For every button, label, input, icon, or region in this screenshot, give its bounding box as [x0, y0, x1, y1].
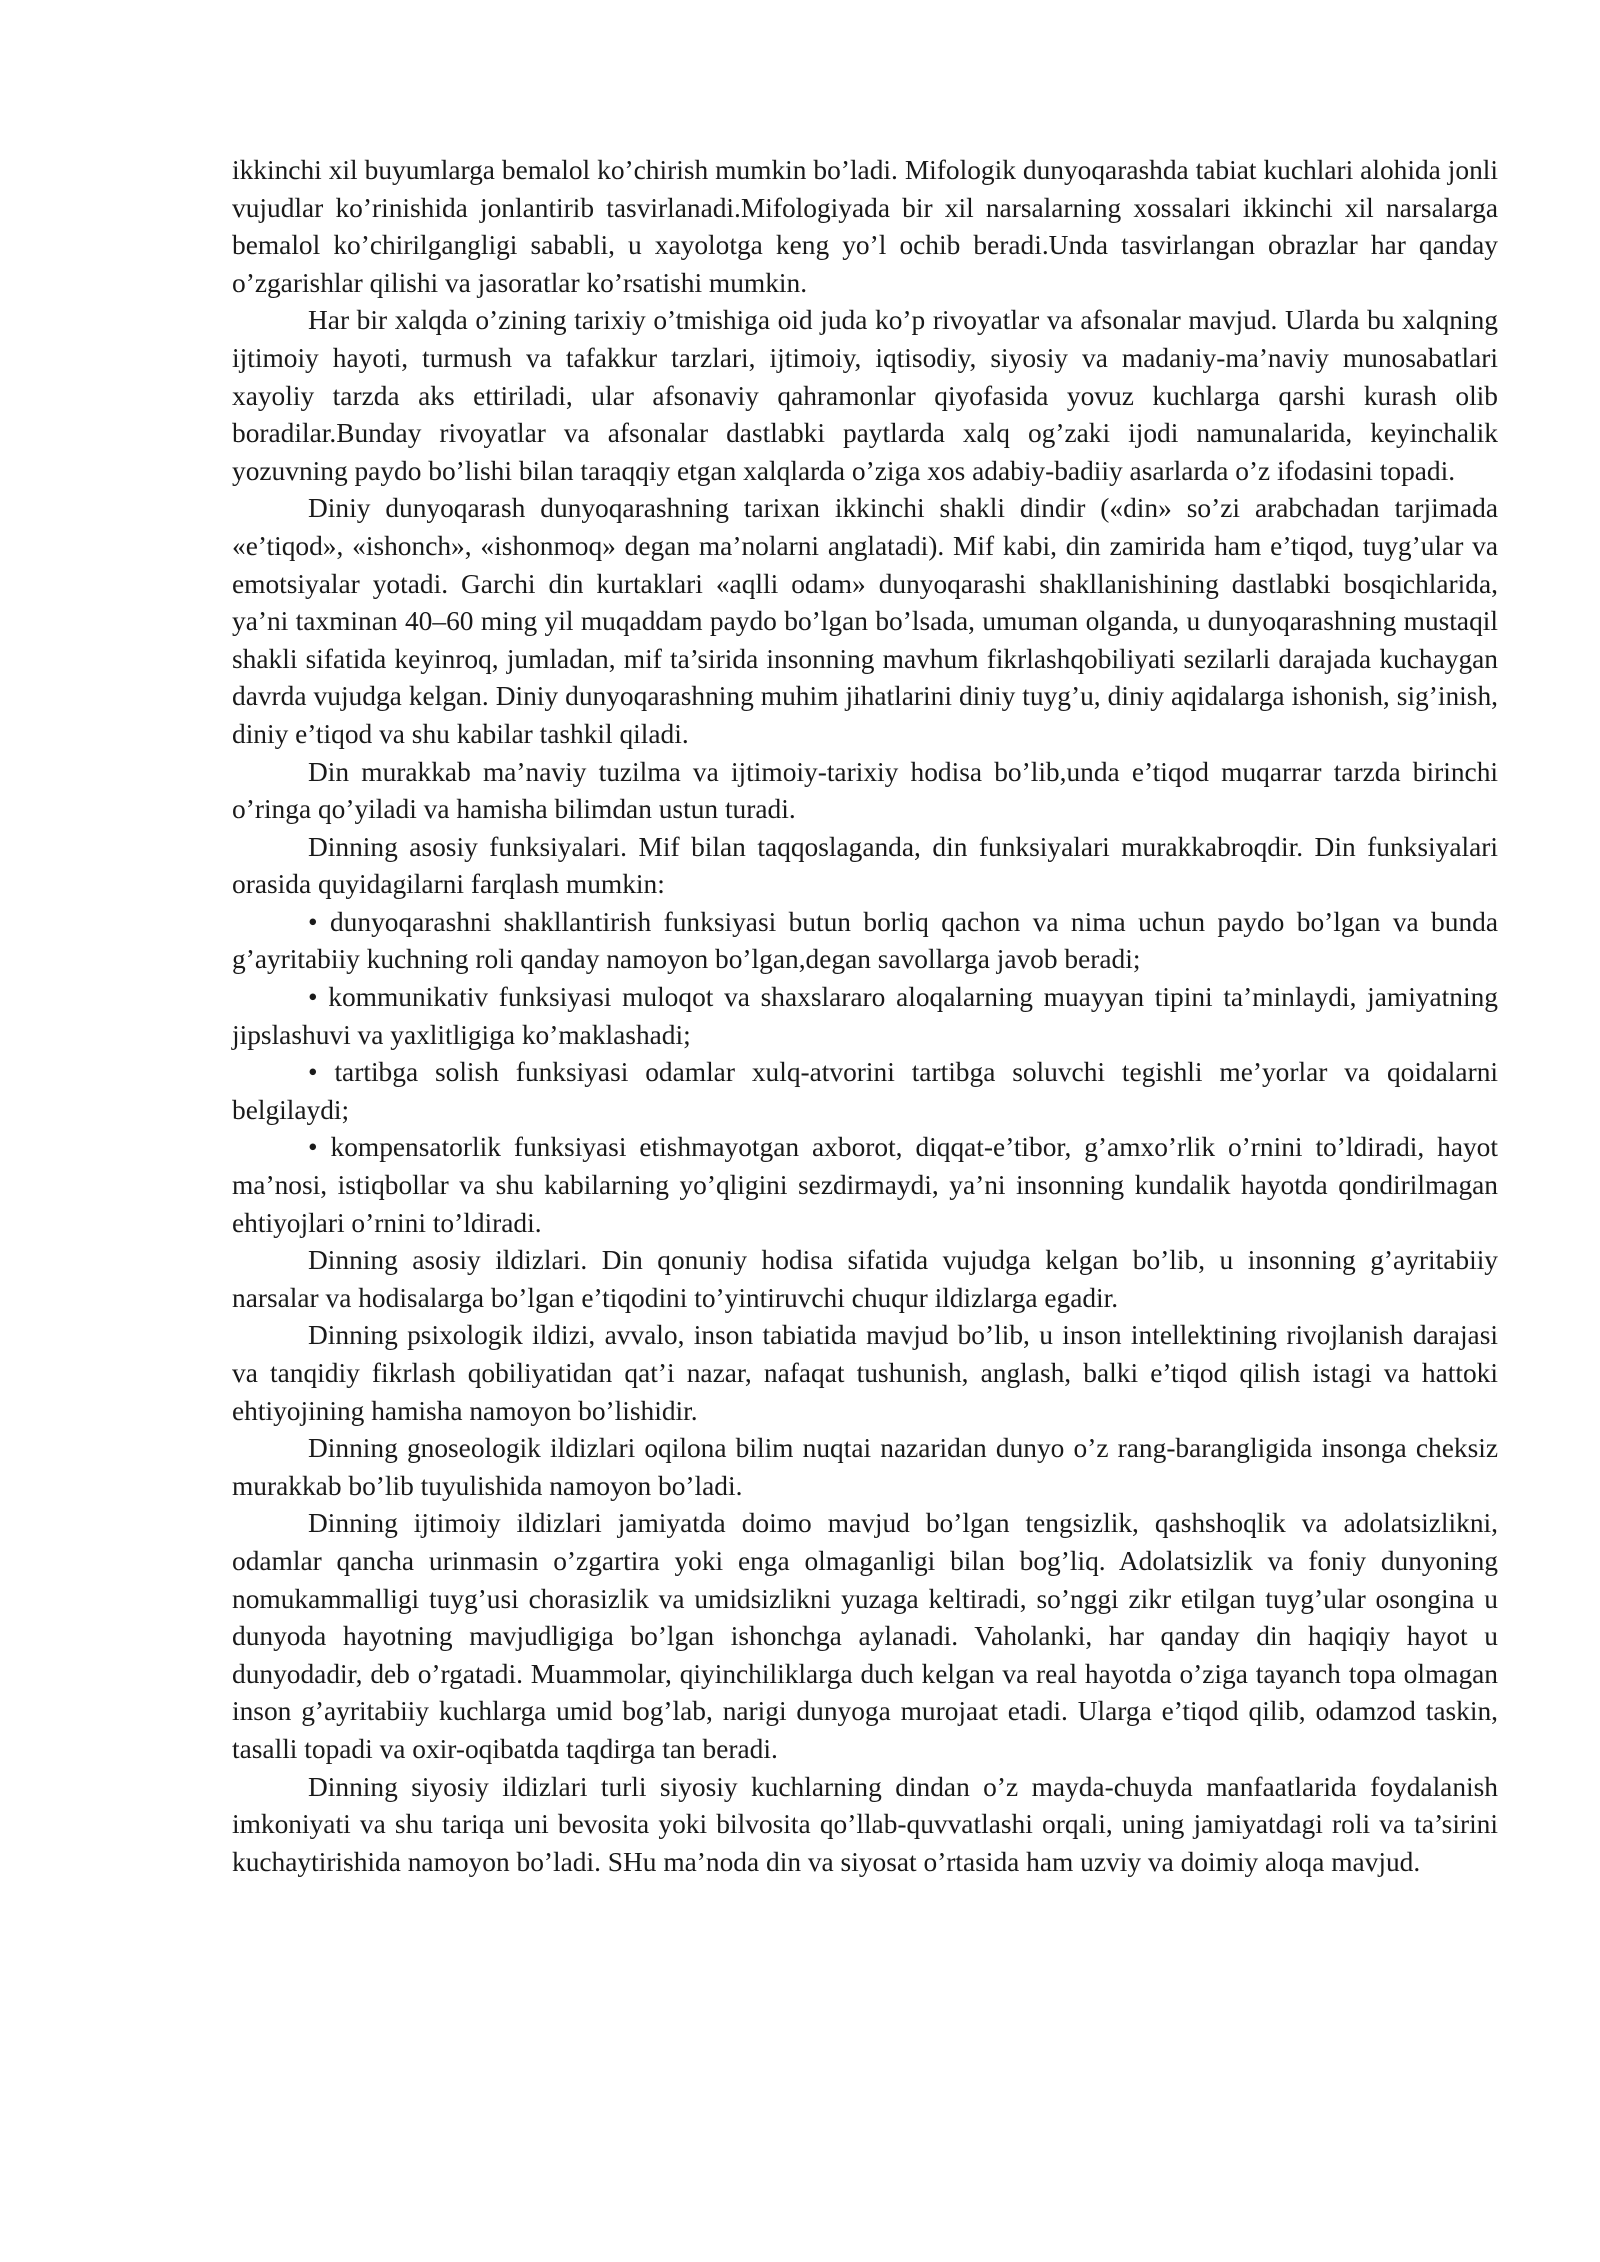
paragraph-political-roots: Dinning siyosiy ildizlari turli siyosiy kuchlarning dindan o’z mayda-chuyda manfaatlarida foydalanish imkoniyati va shu tariqa uni bevosita yoki bilvosita qo’llab-quvvatlashi orqali, uning jamiyatdagi roli va ta’sirini kuchaytirishida namoyon bo’ladi. SHu ma’noda din va siyosat o’rtasida ham uzviy va doimiy aloqa mavjud. [232, 1771, 1498, 1877]
list-item-regulatory-function: • tartibga solish funksiyasi odamlar xulq-atvorini tartibga soluvchi tegishli me’yorlar va qoidalarni belgilaydi; [232, 1057, 1498, 1125]
list-item-compensatory-function: • kompensatorlik funksiyasi etishmayotgan axborot, diqqat-e’tibor, g’amxo’rlik o’rnini to’ldiradi, hayot ma’nosi, istiqbollar va shu kabilarning yo’qligini sezdirmaydi, ya’ni insonning kundalik hayotda qondirilmagan ehtiyojlari o’rnini to’ldiradi. [232, 1132, 1498, 1238]
paragraph-social-roots: Dinning ijtimoiy ildizlari jamiyatda doimo mavjud bo’lgan tengsizlik, qashshoqlik va adolatsizlikni, odamlar qancha urinmasin o’zgartira yoki enga olmaganligi bilan bog’liq. Adolatsizlik va foniy dunyoning nomukammalligi tuyg’usi chorasizlik va umidsizlikni yuzaga keltiradi, so’nggi zikr etilgan tuyg’ular osongina u dunyoda hayotning mavjudligiga bo’lgan ishonchga aylanadi. Vaholanki, har qanday din haqiqiy hayot u dunyodadir, deb o’rgatadi. Muammolar, qiyinchiliklarga duch kelgan va real hayotda o’ziga tayanch topa olmagan inson g’ayritabiiy kuchlarga umid bog’lab, narigi dunyoga murojaat etadi. Ularga e’tiqod qilib, odamzod taskin, tasalli topadi va oxir-oqibatda taqdirga tan beradi. [232, 1508, 1498, 1764]
paragraph-psychological-root: Dinning psixologik ildizi, avvalo, inson tabiatida mavjud bo’lib, u inson intellektining rivojlanish darajasi va tanqidiy fikrlash qobiliyatidan qat’i nazar, nafaqat tushunish, anglash, balki e’tiqod qilish istagi va hattoki ehtiyojining hamisha namoyon bo’lishidir. [232, 1320, 1498, 1426]
list-item-communicative-function: • kommunikativ funksiyasi muloqot va shaxslararo aloqalarning muayyan tipini ta’minlaydi, jamiyatning jipslashuvi va yaxlitligiga ko’maklashadi; [232, 982, 1498, 1050]
paragraph-gnoseological-roots: Dinning gnoseologik ildizlari oqilona bilim nuqtai nazaridan dunyo o’z rang-barangligida insonga cheksiz murakkab bo’lib tuyulishida namoyon bo’ladi. [232, 1433, 1498, 1501]
paragraph-legends: Har bir xalqda o’zining tarixiy o’tmishiga oid juda ko’p rivoyatlar va afsonalar mavjud. Ularda bu xalqning ijtimoiy hayoti, turmush va tafakkur tarzlari, ijtimoiy, iqtisodiy, siyosiy va madaniy-ma’naviy munosabatlari xayoliy tarzda aks ettiriladi, ular afsonaviy qahramonlar qiyofasida yovuz kuchlarga qarshi kurash olib boradilar.Bunday rivoyatlar va afsonalar dastlabki paytlarda xalq og’zaki ijodi namunalarida, keyinchalik yozuvning paydo bo’lishi bilan taraqqiy etgan xalqlarda o’ziga xos adabiy-badiiy asarlarda o’z ifodasini topadi. [232, 305, 1498, 486]
list-item-worldview-function: • dunyoqarashni shakllantirish funksiyasi butun borliq qachon va nima uchun paydo bo’lgan va bunda g’ayritabiiy kuchning roli qanday namoyon bo’lgan,degan savollarga javob beradi; [232, 906, 1498, 975]
paragraph-religion-functions-heading: Dinning asosiy funksiyalari. Mif bilan taqqoslaganda, din funksiyalari murakkabroqdir. Din funksiyalari orasida quyidagilarni farqlash mumkin: [232, 831, 1498, 900]
paragraph-religion-roots: Dinning asosiy ildizlari. Din qonuniy hodisa sifatida vujudga kelgan bo’lib, u insonning g’ayritabiiy narsalar va hodisalarga bo’lgan e’tiqodini to’yintiruvchi chuqur ildizlarga egadir. [232, 1245, 1498, 1313]
paragraph-religion-definition: Din murakkab ma’naviy tuzilma va ijtimoiy-tarixiy hodisa bo’lib,unda e’tiqod muqarrar tarzda birinchi o’ringa qo’yiladi va hamisha bilimdan ustun turadi. [232, 756, 1498, 825]
document-page [232, 152, 1498, 1881]
paragraph-mythology-continuation: ikkinchi xil buyumlarga bemalol ko’chirish mumkin bo’ladi. Mifologik dunyoqarashda tabiat kuchlari alohida jonli vujudlar ko’rinishida jonlantirib tasvirlanadi.Mifologiyada bir xil narsalarning xossalari ikkinchi xil narsalarga bemalol ko’chirilgangligi sababli, u xayolotga keng yo’l ochib beradi.Unda tasvirlangan obrazlar har qanday o’zgarishlar qilishi va jasoratlar ko’rsatishi mumkin. [232, 155, 1498, 298]
paragraph-religious-worldview: Diniy dunyoqarash dunyoqarashning tarixan ikkinchi shakli dindir («din» so’zi arabchadan tarjimada «e’tiqod», «ishonch», «ishonmoq» degan ma’nolarni anglatadi). Mif kabi, din zamirida ham e’tiqod, tuyg’ular va emotsiyalar yotadi. Garchi din kurtaklari «aqlli odam» dunyoqarashi shakllanishining dastlabki bosqichlarida, ya’ni taxminan 40–60 ming yil muqaddam paydo bo’lgan bo’lsada, umuman olganda, u dunyoqarashning mustaqil shakli sifatida keyinroq, jumladan, mif ta’sirida insonning mavhum fikrlashqobiliyati sezilarli darajada kuchaygan davrda vujudga kelgan. Diniy dunyoqarashning muhim jihatlarini diniy tuyg’u, diniy aqidalarga ishonish, sig’inish, diniy e’tiqod va shu kabilar tashkil qiladi. [232, 493, 1498, 749]
